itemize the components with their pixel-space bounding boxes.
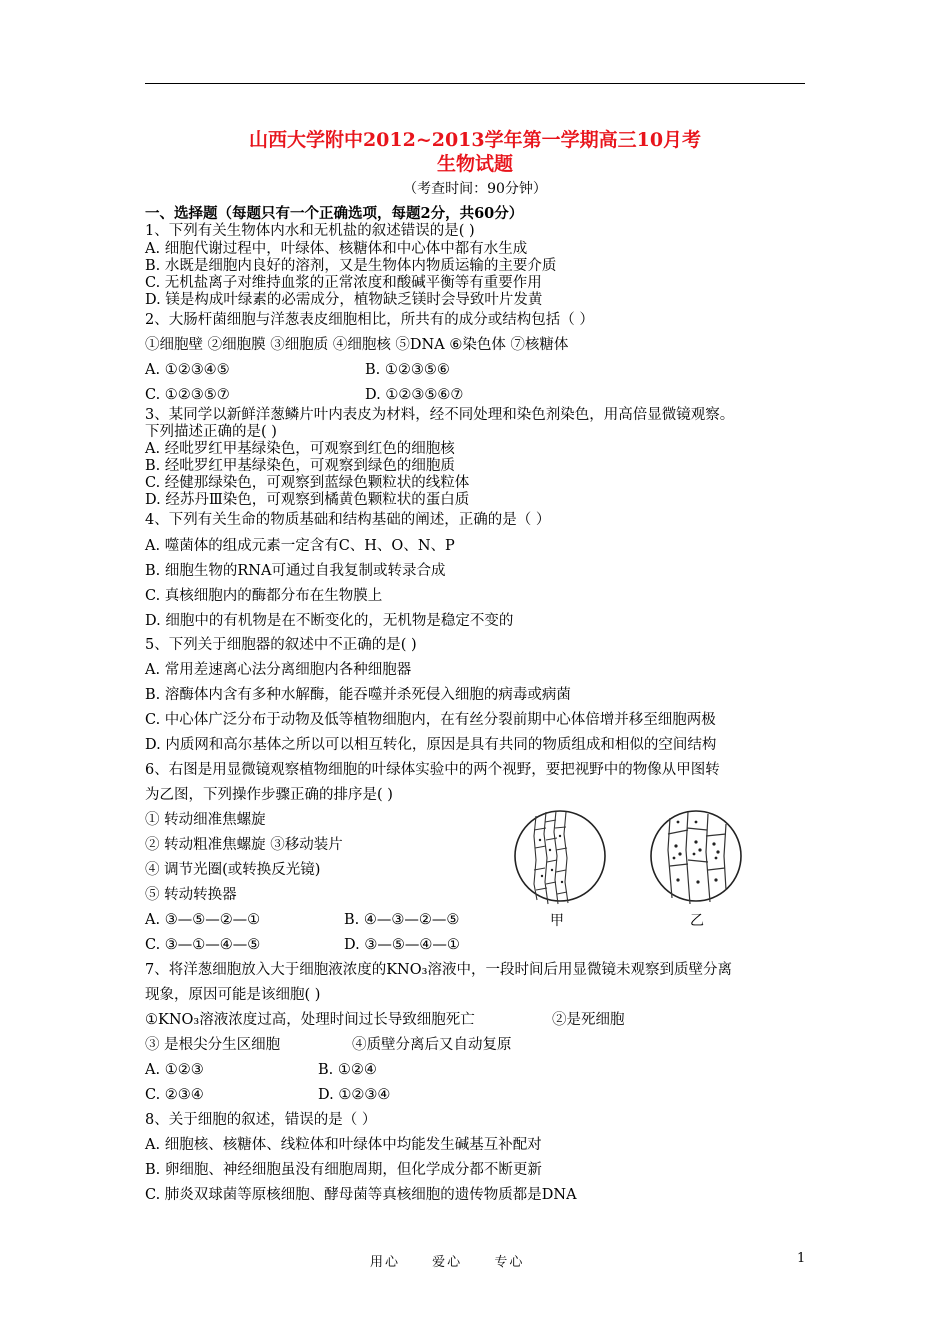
question-6-stem-line1: 6、右图是用显微镜观察植物细胞的叶绿体实验中的两个视野，要把视野中的物像从甲图转: [145, 762, 720, 778]
figure-label-yi: 乙: [690, 913, 704, 929]
question-5-option-d: D. 内质网和高尔基体之所以可以相互转化，原因是具有共同的物质组成和相似的空间结构: [145, 737, 717, 753]
question-6-step-2-3: ② 转动粗准焦螺旋 ③移动装片: [145, 837, 343, 853]
question-1-option-b: B. 水既是细胞内良好的溶剂，又是生物体内物质运输的主要介质: [145, 258, 557, 274]
question-1-stem: 1、下列有关生物体内水和无机盐的叙述错误的是( ): [145, 223, 475, 239]
footer-word-3: 专心: [494, 1255, 525, 1270]
question-7-stem-line1: 7、将洋葱细胞放入大于细胞液浓度的KNO₃溶液中，一段时间后用显微镜未观察到质壁分离: [145, 962, 732, 978]
question-6-option-b: B. ④—③—②—⑤: [344, 912, 460, 928]
question-7-option-b: B. ①②④: [318, 1062, 377, 1078]
question-4-option-d: D. 细胞中的有机物是在不断变化的，无机物是稳定不变的: [145, 613, 514, 629]
figure-label-jia: 甲: [550, 913, 564, 929]
question-2-option-a: A. ①②③④⑤: [145, 362, 230, 378]
question-6-option-d: D. ③—⑤—④—①: [344, 937, 460, 953]
header-rule: [145, 83, 805, 84]
question-7-item-1: ①KNO₃溶液浓度过高，处理时间过长导致细胞死亡: [145, 1012, 475, 1028]
question-2-items: ①细胞壁 ②细胞膜 ③细胞质 ④细胞核 ⑤DNA ⑥染色体 ⑦核糖体: [145, 337, 569, 353]
footer-word-2: 爱心: [432, 1255, 463, 1270]
page-footer: [370, 1251, 550, 1270]
question-4-option-b: B. 细胞生物的RNA可通过自我复制或转录合成: [145, 563, 446, 579]
question-7-stem-line2: 现象，原因可能是该细胞( ): [145, 987, 321, 1003]
microscope-field-yi: [648, 800, 748, 935]
question-6-option-c: C. ③—①—④—⑤: [145, 937, 261, 953]
question-7-option-d: D. ①②③④: [318, 1087, 391, 1103]
question-5-option-a: A. 常用差速离心法分离细胞内各种细胞器: [145, 662, 412, 678]
question-2-option-c: C. ①②③⑤⑦: [145, 387, 230, 403]
question-6-step-4: ④ 调节光圈(或转换反光镜): [145, 862, 321, 878]
question-8-option-b: B. 卵细胞、神经细胞虽没有细胞周期，但化学成分都不断更新: [145, 1162, 542, 1178]
question-3-option-b: B. 经吡罗红甲基绿染色，可观察到绿色的细胞质: [145, 458, 455, 474]
question-6-stem-line2: 为乙图，下列操作步骤正确的排序是( ): [145, 787, 393, 803]
question-1-option-d: D. 镁是构成叶绿素的必需成分，植物缺乏镁时会导致叶片发黄: [145, 292, 543, 308]
question-6-option-a: A. ③—⑤—②—①: [145, 912, 261, 928]
page-subtitle: 生物试题: [436, 153, 513, 175]
question-5-option-c: C. 中心体广泛分布于动物及低等植物细胞内，在有丝分裂前期中心体倍增并移至细胞两极: [145, 712, 716, 728]
page-number: 1: [797, 1251, 806, 1266]
question-1-option-a: A. 细胞代谢过程中，叶绿体、核糖体和中心体中都有水生成: [145, 241, 528, 257]
microscope-field-jia: [512, 800, 612, 935]
question-7-item-4: ④质壁分离后又自动复原: [352, 1037, 512, 1053]
question-4-option-a: A. 噬菌体的组成元素一定含有C、H、O、N、P: [145, 538, 455, 554]
question-3-option-d: D. 经苏丹Ⅲ染色，可观察到橘黄色颗粒状的蛋白质: [145, 492, 470, 508]
question-7-item-3: ③ 是根尖分生区细胞: [145, 1037, 281, 1053]
question-6-step-5: ⑤ 转动转换器: [145, 887, 237, 903]
question-4-option-c: C. 真核细胞内的酶都分布在生物膜上: [145, 588, 383, 604]
question-3-option-c: C. 经健那绿染色，可观察到蓝绿色颗粒状的线粒体: [145, 475, 470, 491]
question-3-stem-line1: 3、某同学以新鲜洋葱鳞片叶内表皮为材料，经不同处理和染色剂染色，用高倍显微镜观察。: [145, 407, 735, 423]
question-7-option-c: C. ②③④: [145, 1087, 204, 1103]
question-2-option-b: B. ①②③⑤⑥: [365, 362, 450, 378]
question-7-item-2: ②是死细胞: [552, 1012, 625, 1028]
question-5-option-b: B. 溶酶体内含有多种水解酶，能吞噬并杀死侵入细胞的病毒或病菌: [145, 687, 571, 703]
exam-time: （考查时间：90分钟）: [403, 181, 547, 197]
question-6-step-1: ① 转动细准焦螺旋: [145, 812, 266, 828]
question-8-option-c: C. 肺炎双球菌等原核细胞、酵母菌等真核细胞的遗传物质都是DNA: [145, 1187, 577, 1203]
question-3-stem-line2: 下列描述正确的是( ): [145, 424, 277, 440]
question-2-stem: 2、大肠杆菌细胞与洋葱表皮细胞相比，所共有的成分或结构包括（ ）: [145, 312, 594, 328]
question-5-stem: 5、下列关于细胞器的叙述中不正确的是( ): [145, 637, 417, 653]
footer-word-1: 用心: [370, 1255, 401, 1270]
question-4-stem: 4、下列有关生命的物质基础和结构基础的阐述，正确的是（ ）: [145, 512, 551, 528]
section-heading: 一、选择题（每题只有一个正确选项，每题2分，共60分）: [145, 205, 524, 222]
question-2-option-d: D. ①②③⑤⑥⑦: [365, 387, 464, 403]
page-title: 山西大学附中2012~2013学年第一学期高三10月考: [248, 129, 702, 151]
question-8-stem: 8、关于细胞的叙述，错误的是（ ）: [145, 1112, 377, 1128]
question-7-option-a: A. ①②③: [145, 1062, 204, 1078]
question-1-option-c: C. 无机盐离子对维持血浆的正常浓度和酸碱平衡等有重要作用: [145, 275, 542, 291]
question-8-option-a: A. 细胞核、核糖体、线粒体和叶绿体中均能发生碱基互补配对: [145, 1137, 542, 1153]
question-3-option-a: A. 经吡罗红甲基绿染色，可观察到红色的细胞核: [145, 441, 455, 457]
